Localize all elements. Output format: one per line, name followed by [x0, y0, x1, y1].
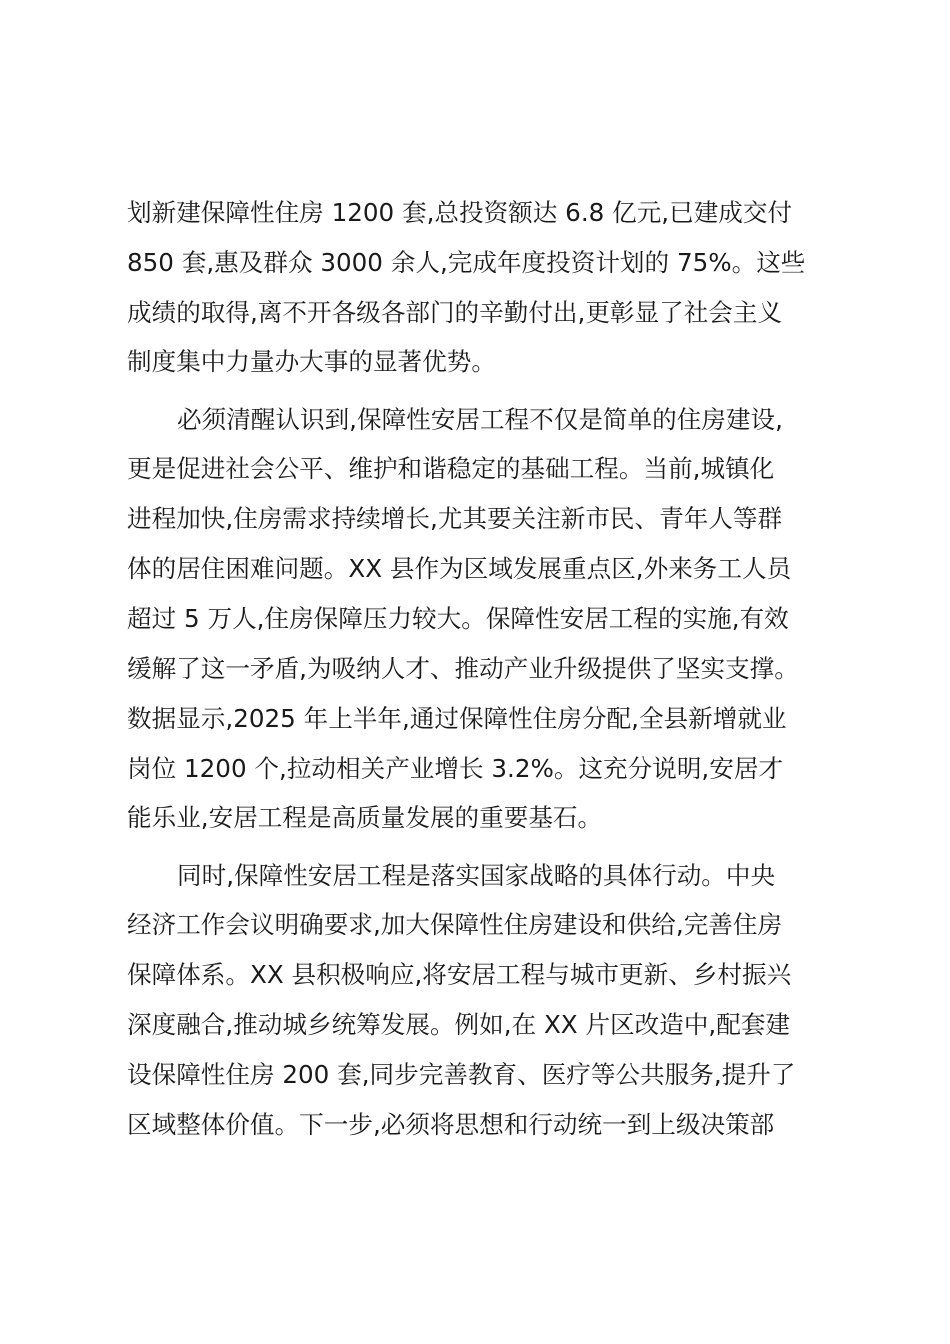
paragraph-3-line-2: 经济工作会议明确要求,加大保障性住房建设和供给,完善住房 [127, 910, 783, 939]
paragraph-1-line-4: 制度集中力量办大事的显著优势。 [127, 347, 496, 376]
paragraph-2-line-6: 缓解了这一矛盾,为吸纳人才、推动产业升级提供了坚实支撑。 [127, 654, 799, 683]
paragraph-3-line-5: 设保障性住房 200 套,同步完善教育、医疗等公共服务,提升了 [127, 1060, 796, 1089]
paragraph-3-line-6: 区域整体价值。下一步,必须将思想和行动统一到上级决策部 [127, 1110, 775, 1139]
paragraph-2-line-8: 岗位 1200 个,拉动相关产业增长 3.2%。这充分说明,安居才 [127, 754, 784, 783]
paragraph-3-line-3: 保障体系。XX 县积极响应,将安居工程与城市更新、乡村振兴 [127, 960, 792, 989]
paragraph-3-line-4: 深度融合,推动城乡统筹发展。例如,在 XX 片区改造中,配套建 [127, 1010, 791, 1039]
paragraph-2-line-3: 进程加快,住房需求持续增长,尤其要关注新市民、青年人等群 [127, 504, 783, 533]
paragraph-1-line-2: 850 套,惠及群众 3000 余人,完成年度投资计划的 75%。这些 [127, 248, 806, 277]
paragraph-2-line-1: 必须清醒认识到,保障性安居工程不仅是简单的住房建设, [177, 405, 783, 434]
paragraph-3-line-1: 同时,保障性安居工程是落实国家战略的具体行动。中央 [177, 861, 776, 890]
paragraph-2-line-9: 能乐业,安居工程是高质量发展的重要基石。 [127, 803, 603, 832]
paragraph-1-line-1: 划新建保障性住房 1200 套,总投资额达 6.8 亿元,已建成交付 [127, 198, 793, 227]
paragraph-2-line-7: 数据显示,2025 年上半年,通过保障性住房分配,全县新增就业 [127, 704, 787, 733]
paragraph-2-line-4: 体的居住困难问题。XX 县作为区域发展重点区,外来务工人员 [127, 554, 792, 583]
paragraph-2-line-5: 超过 5 万人,住房保障压力较大。保障性安居工程的实施,有效 [127, 604, 789, 633]
paragraph-1-line-3: 成绩的取得,离不开各级各部门的辛勤付出,更彰显了社会主义 [127, 298, 783, 327]
paragraph-2-line-2: 更是促进社会公平、维护和谐稳定的基础工程。当前,城镇化 [127, 454, 775, 483]
